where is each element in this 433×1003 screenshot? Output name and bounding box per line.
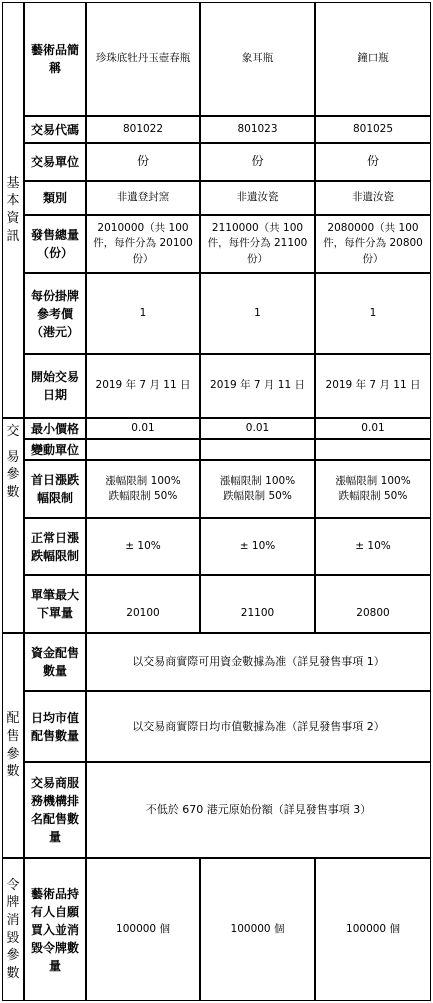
value-change-unit-2 bbox=[200, 439, 315, 460]
label-artwork-name: 藝術品簡稱 bbox=[24, 2, 86, 116]
value-holder-1: 100000 個 bbox=[86, 858, 200, 1001]
value-code-1: 801022 bbox=[86, 116, 200, 143]
value-maxorder-2: 21100 bbox=[200, 575, 315, 633]
value-tick-3: 0.01 bbox=[315, 418, 431, 439]
value-unit-1: 份 bbox=[86, 143, 200, 181]
label-issue-total: 發售總量（份） bbox=[24, 215, 86, 273]
value-issue-2: 2110000（共 100 件，每件分為 21100 份） bbox=[200, 215, 315, 273]
value-code-3: 801025 bbox=[315, 116, 431, 143]
label-holder-token-quantity: 藝術品持有人自願買入並消毀令牌數量 bbox=[24, 858, 86, 1001]
value-name-3: 鐘口瓶 bbox=[315, 2, 431, 116]
label-change-unit: 變動單位 bbox=[24, 439, 86, 460]
group-trade-label: 交 易 參 數 bbox=[6, 424, 20, 500]
value-fund-allocation: 以交易商實際可用資金數據為准（詳見發售事項 1） bbox=[86, 633, 431, 691]
value-issue-1: 2010000（共 100 件，每件分為 20100 份） bbox=[86, 215, 200, 273]
value-normal-1: ± 10% bbox=[86, 518, 200, 575]
value-change-unit-1 bbox=[86, 439, 200, 460]
value-market-value-allocation: 以交易商實際日均市值數據為准（詳見發售事項 2） bbox=[86, 691, 431, 762]
value-issue-3: 2080000（共 100 件，每件分為 20800 份） bbox=[315, 215, 431, 273]
label-first-day-limit: 首日漲跌幅限制 bbox=[24, 460, 86, 518]
value-category-3: 非遺汝瓷 bbox=[315, 181, 431, 215]
value-category-2: 非遺汝瓷 bbox=[200, 181, 315, 215]
group-basic-label: 基 本 資 訊 bbox=[6, 175, 20, 244]
value-firstday-3: 漲幅限制 100% 跌幅限制 50% bbox=[315, 460, 431, 518]
value-tick-1: 0.01 bbox=[86, 418, 200, 439]
value-code-2: 801023 bbox=[200, 116, 315, 143]
value-start-2: 2019 年 7 月 11 日 bbox=[200, 354, 315, 418]
group-alloc-label: 配 售 參 數 bbox=[6, 711, 20, 780]
label-market-value-allocation: 日均市值配售數量 bbox=[24, 691, 86, 762]
value-normal-2: ± 10% bbox=[200, 518, 315, 575]
value-category-1: 非遺登封窯 bbox=[86, 181, 200, 215]
value-unit-3: 份 bbox=[315, 143, 431, 181]
group-basic-info bbox=[2, 2, 24, 418]
group-trade-param bbox=[2, 418, 24, 633]
label-fund-allocation: 資金配售數量 bbox=[24, 633, 86, 691]
label-trade-unit: 交易單位 bbox=[24, 143, 86, 181]
value-price-1: 1 bbox=[86, 273, 200, 354]
value-price-2: 1 bbox=[200, 273, 315, 354]
value-name-1: 珍珠底牡丹玉壺春瓶 bbox=[86, 2, 200, 116]
label-category: 類別 bbox=[24, 181, 86, 215]
label-service-allocation: 交易商服務機構排名配售數量 bbox=[24, 762, 86, 858]
value-firstday-1: 漲幅限制 100% 跌幅限制 50% bbox=[86, 460, 200, 518]
value-firstday-2: 漲幅限制 100% 跌幅限制 50% bbox=[200, 460, 315, 518]
value-price-3: 1 bbox=[315, 273, 431, 354]
label-min-price: 最小價格 bbox=[24, 418, 86, 439]
value-tick-2: 0.01 bbox=[200, 418, 315, 439]
value-name-2: 象耳瓶 bbox=[200, 2, 315, 116]
value-maxorder-1: 20100 bbox=[86, 575, 200, 633]
group-token-label: 令 牌 消 毀 參 數 bbox=[6, 877, 20, 981]
value-holder-3: 100000 個 bbox=[315, 858, 431, 1001]
value-change-unit-3 bbox=[315, 439, 431, 460]
value-start-3: 2019 年 7 月 11 日 bbox=[315, 354, 431, 418]
label-start-date: 開始交易日期 bbox=[24, 354, 86, 418]
label-trade-code: 交易代碼 bbox=[24, 116, 86, 143]
label-normal-day-limit: 正常日漲跌幅限制 bbox=[24, 518, 86, 575]
label-reference-price: 每份掛牌參考價（港元） bbox=[24, 273, 86, 354]
group-token-param bbox=[2, 858, 24, 1001]
value-normal-3: ± 10% bbox=[315, 518, 431, 575]
value-maxorder-3: 20800 bbox=[315, 575, 431, 633]
value-service-allocation: 不低於 670 港元原始份額（詳見發售事項 3） bbox=[86, 762, 431, 858]
label-max-order: 單筆最大下單量 bbox=[24, 575, 86, 633]
value-unit-2: 份 bbox=[200, 143, 315, 181]
value-start-1: 2019 年 7 月 11 日 bbox=[86, 354, 200, 418]
value-holder-2: 100000 個 bbox=[200, 858, 315, 1001]
group-allocation-param bbox=[2, 633, 24, 858]
